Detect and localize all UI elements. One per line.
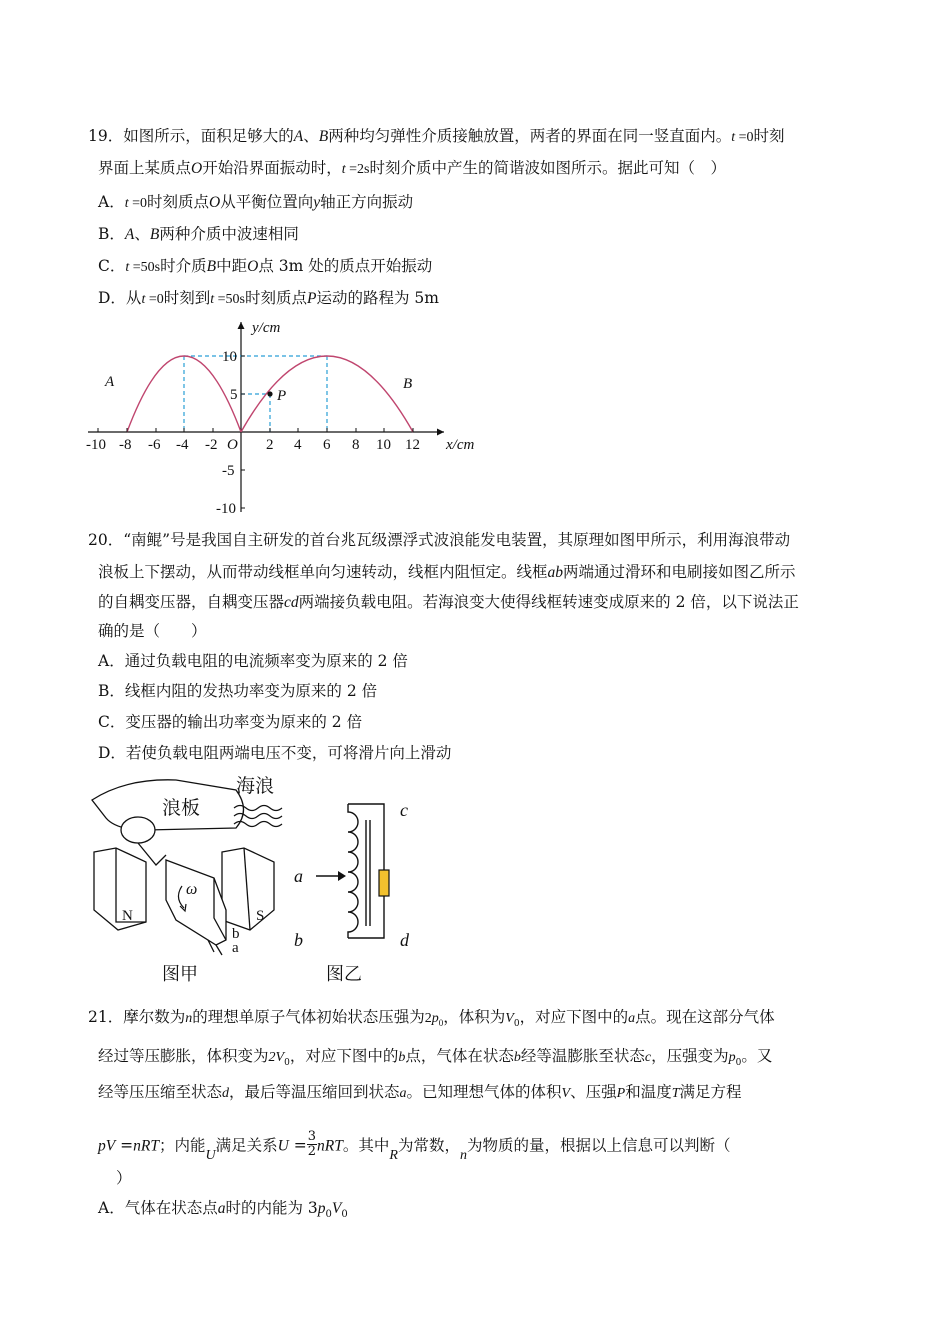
- y-tick-label: 5: [230, 387, 238, 403]
- a-label: a: [294, 866, 303, 886]
- roller: [121, 817, 155, 843]
- figure-jia: [86, 770, 296, 990]
- s-label: S: [256, 908, 265, 924]
- x-tick-label: 4: [294, 437, 302, 453]
- a-terminal-label: a: [232, 940, 239, 956]
- magnet-n: [94, 848, 146, 930]
- caption-yi: 图乙: [326, 964, 362, 984]
- q21-line4: pV =nRT；内能U满足关系U = $\frac{3}{2}$ nRT。其中R为常数，n为物质的量，根据以上信息可以判断（: [98, 1129, 731, 1163]
- x-tick-label: -10: [86, 437, 106, 453]
- q21-line3: 经等压压缩至状态d，最后等温压缩回到状态a。已知理想气体的体积V、压强P和温度T满足方程: [98, 1083, 742, 1101]
- lang-ban-label: 浪板: [162, 798, 201, 819]
- c-label: c: [400, 800, 408, 820]
- fraction-three-halves: $\frac{3}{2}$: [307, 1129, 317, 1159]
- hai-lang-label: 海浪: [236, 776, 275, 797]
- q20-line3: 的自耦变压器，自耦变压器cd两端接负载电阻。若海浪变大使得线框转速变成原来的 2 倍，以下说法正: [98, 593, 799, 611]
- y-axis-label: y/cm: [252, 320, 281, 336]
- x-tick-label: 6: [323, 437, 331, 453]
- d-label: d: [400, 930, 409, 950]
- q21-line2: 经过等压膨胀，体积变为$2V_0$，对应下图中的b点，气体在状态b经等温膨胀至状态c，压强变为$p_0$。又: [98, 1047, 773, 1069]
- q20-line4: 确的是（ ）: [98, 622, 207, 640]
- q19-option-a: A．t =0时刻质点O从平衡位置向y轴正方向振动: [98, 193, 414, 211]
- q20-line2: 浪板上下摆动，从而带动线框单向匀速转动，线框内阻恒定。线框ab两端通过滑环和电刷接如图乙所示: [98, 563, 796, 581]
- x-tick-label: 2: [266, 437, 274, 453]
- figure-yi: [286, 790, 426, 990]
- x-axis-label: x/cm: [446, 437, 475, 453]
- region-b-label: B: [403, 376, 413, 392]
- caption-jia: 图甲: [162, 964, 198, 984]
- y-tick-label: -10: [216, 501, 236, 517]
- coil: [348, 804, 358, 938]
- q19-option-c: C．t =50s时介质B中距O点 3m 处的质点开始振动: [98, 257, 433, 275]
- x-tick-label: -4: [176, 437, 189, 453]
- x-tick-label: 8: [352, 437, 360, 453]
- x-tick-label: -2: [205, 437, 218, 453]
- q19-line2: 界面上某质点O开始沿界面振动时，t =2s时刻介质中产生的简谐波如图所示。据此可知（ ）: [98, 159, 726, 177]
- point-p-label: P: [277, 388, 287, 404]
- n-label: N: [122, 908, 133, 924]
- q19-line1: 19．如图所示，面积足够大的A、B两种均匀弹性介质接触放置，两者的界面在同一竖直面内。t =0时刻: [88, 127, 785, 145]
- q19-option-b: B．A、B两种介质中波速相同: [98, 225, 299, 243]
- x-tick-label: 12: [405, 437, 420, 453]
- q20-option-a: A．通过负载电阻的电流频率变为原来的 2 倍: [98, 652, 408, 670]
- omega-label: ω: [186, 881, 198, 898]
- q20-line1: 20．“南鲲”号是我国自主研发的首台兆瓦级漂浮式波浪能发电装置，其原理如图甲所示，利用海浪带动: [88, 531, 791, 549]
- b-terminal-label: b: [232, 926, 240, 942]
- x-tick-label: -6: [148, 437, 161, 453]
- q20-option-d: D．若使负载电阻两端电压不变，可将滑片向上滑动: [98, 744, 452, 762]
- x-tick-label: 10: [376, 437, 391, 453]
- magnet-s: [222, 848, 274, 930]
- y-tick-label: -5: [222, 463, 235, 479]
- wave-graph: [80, 316, 500, 522]
- origin-label: O: [227, 437, 238, 453]
- b-label: b: [294, 930, 303, 950]
- region-a-label: A: [105, 374, 115, 390]
- q21-line1: 21．摩尔数为n的理想单原子气体初始状态压强为$2p_0$，体积为$V_0$，对应下图中的a点。现在这部分气体: [88, 1008, 775, 1030]
- q20-option-c: C．变压器的输出功率变为原来的 2 倍: [98, 713, 363, 731]
- q20-option-b: B．线框内阻的发热功率变为原来的 2 倍: [98, 682, 378, 700]
- point-p: [267, 391, 272, 396]
- q19-option-d: D．从t =0时刻到t =50s时刻质点P运动的路程为 5m: [98, 289, 439, 307]
- coil-frame: [166, 860, 226, 945]
- x-tick-label: -8: [119, 437, 132, 453]
- q21-line5: ）: [116, 1169, 132, 1187]
- q21-option-a: A．气体在状态点a时的内能为 $3p_0V_0$: [98, 1199, 348, 1221]
- y-tick-label: 10: [222, 349, 237, 365]
- load-resistor: [379, 870, 389, 896]
